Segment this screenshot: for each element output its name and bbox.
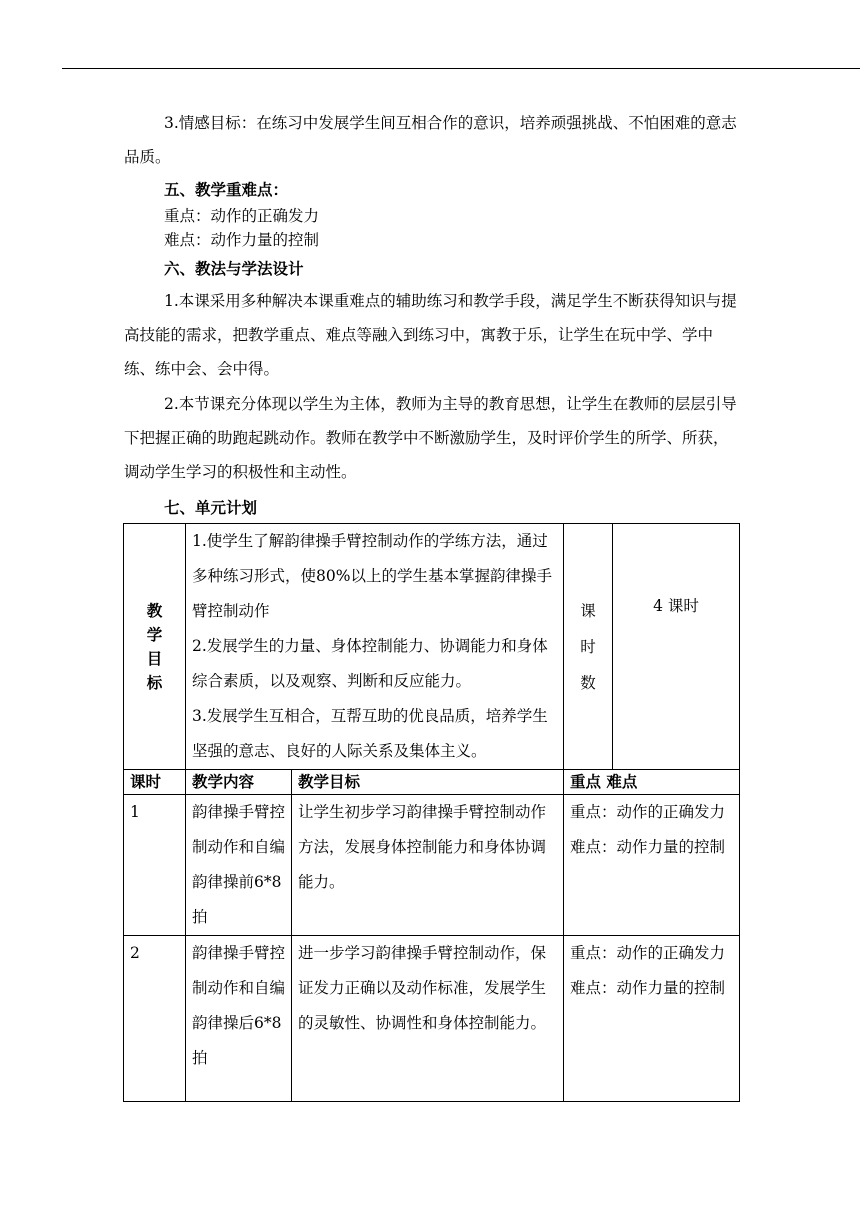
lesson-key: 重点：动作的正确发力 bbox=[570, 944, 726, 962]
lesson-goal: 进一步学习韵律操手臂控制动作，保证发力正确以及动作标准，发展学生的灵敏性、协调性和身体控制能力。 bbox=[292, 936, 564, 1102]
lesson-keypoints-cell bbox=[564, 936, 740, 1102]
objective-label-cell bbox=[124, 524, 186, 770]
objective-label: 教学目标 bbox=[146, 600, 163, 692]
period-count-label-cell bbox=[564, 524, 613, 770]
objective-item: 2.发展学生的力量、身体控制能力、协调能力和身体综合素质，以及观察、判断和反应能力。 bbox=[192, 637, 548, 690]
period-count-value: 4 课时 bbox=[653, 597, 699, 615]
section6-heading: 六、教法与学法设计 bbox=[164, 259, 304, 278]
header-keypoints: 重点 难点 bbox=[564, 770, 740, 795]
header-content: 教学内容 bbox=[186, 770, 292, 795]
lesson-content: 韵律操手臂控制动作和自编韵律操前6*8拍 bbox=[186, 795, 292, 936]
lesson-difficulty: 难点：动作力量的控制 bbox=[570, 838, 726, 856]
method-paragraph-1: 1.本课采用多种解决本课重难点的辅助练习和教学手段，满足学生不断获得知识与提高技能的需求，把教学重点、难点等融入到练习中，寓教于乐，让学生在玩中学、学中练、练中会、会中得。 bbox=[124, 292, 737, 378]
lesson-key: 重点：动作的正确发力 bbox=[570, 803, 726, 821]
header-rule bbox=[62, 68, 860, 69]
table-row bbox=[124, 936, 740, 1102]
emotion-goal-paragraph: 3.情感目标：在练习中发展学生间互相合作的意识，培养顽强挑战、不怕困难的意志品质。 bbox=[124, 114, 737, 166]
table-header-row bbox=[124, 770, 740, 795]
section5-heading: 五、教学重难点： bbox=[164, 180, 289, 199]
method-paragraph-2: 2.本节课充分体现以学生为主体，教师为主导的教育思想，让学生在教师的层层引导下把握正确的助跑起跳动作。教师在教学中不断激励学生，及时评价学生的所学、所获，调动学生学习的积极性和主动性。 bbox=[124, 395, 737, 481]
unit-plan-table bbox=[123, 523, 740, 1102]
lesson-goal: 让学生初步学习韵律操手臂控制动作方法，发展身体控制能力和身体协调能力。 bbox=[292, 795, 564, 936]
lesson-number: 1 bbox=[124, 795, 186, 936]
header-goal: 教学目标 bbox=[292, 770, 564, 795]
period-count-label: 课时数 bbox=[580, 601, 596, 692]
header-lesson: 课时 bbox=[124, 770, 186, 795]
difficulty-line: 难点：动作力量的控制 bbox=[164, 231, 320, 249]
objective-item: 3.发展学生互相合，互帮互助的优良品质，培养学生坚强的意志、良好的人际关系及集体主义。 bbox=[192, 707, 548, 760]
objectives-row bbox=[124, 524, 740, 770]
period-count-value-cell bbox=[613, 524, 740, 770]
key-point-line: 重点：动作的正确发力 bbox=[164, 207, 320, 225]
lesson-content: 韵律操手臂控制动作和自编韵律操后6*8拍 bbox=[186, 936, 292, 1102]
lesson-keypoints-cell bbox=[564, 795, 740, 936]
table-row bbox=[124, 795, 740, 936]
section7-heading: 七、单元计划 bbox=[164, 498, 258, 517]
lesson-difficulty: 难点：动作力量的控制 bbox=[570, 979, 726, 997]
objective-item: 1.使学生了解韵律操手臂控制动作的学练方法，通过多种练习形式，使80%以上的学生基本掌握韵律操手臂控制动作 bbox=[192, 532, 552, 620]
lesson-number: 2 bbox=[124, 936, 186, 1102]
objectives-cell bbox=[186, 524, 564, 770]
